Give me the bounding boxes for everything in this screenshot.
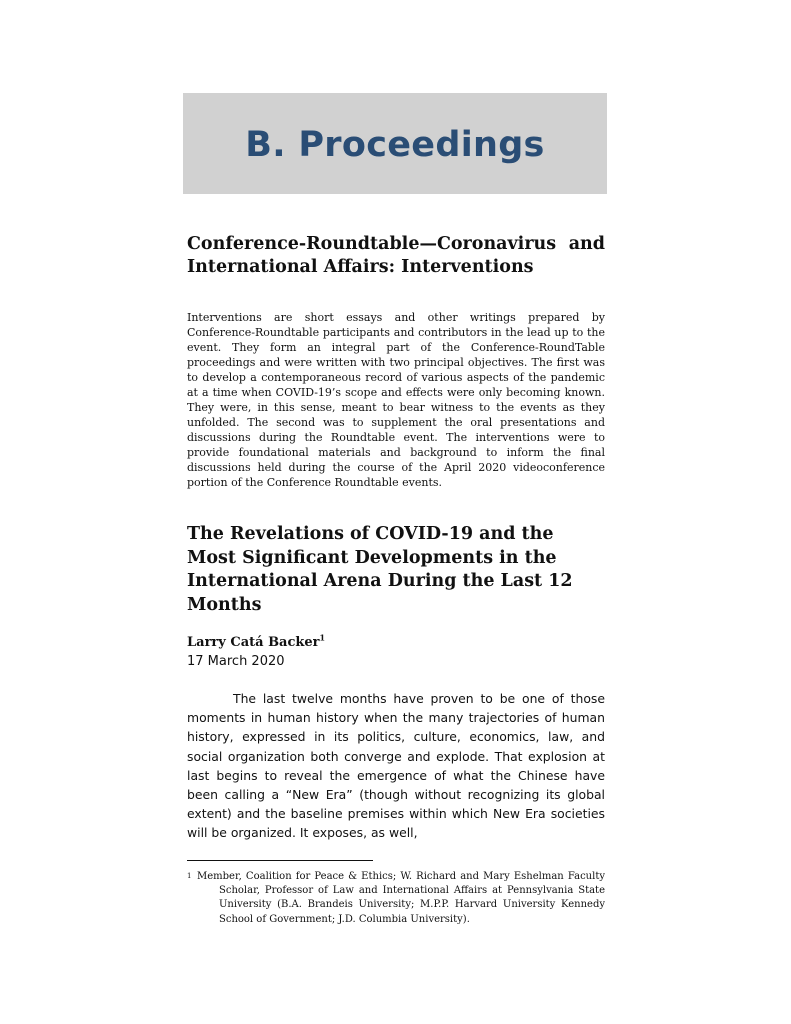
footnote-text: Member, Coalition for Peace & Ethics; W. Richard and Mary Eshelman Faculty Scholar, Professor of Law and International Affairs at Pennsylvania State University (B.A. Brandeis University; M.P.P. Harvard University Kennedy School of Government; J.D. Columbia University). <box>197 871 605 925</box>
footnote <box>187 870 605 927</box>
footnote-divider <box>187 860 373 861</box>
footnote-mark: 1 <box>187 872 192 880</box>
section-banner <box>183 93 607 194</box>
body-paragraph: The last twelve months have proven to be one of those moments in human history when the many trajectories of human history, expressed in its politics, culture, economics, law, and social organization both converge and explode. That explosion at last begins to reveal the emergence of what the Chinese have been calling a “New Era” (though without recognizing its global extent) and the baseline premises within which New Era societies will be organized. It exposes, as well, <box>187 691 605 841</box>
article-title: The Revelations of COVID-19 and the Most Significant Developments in the International Arena During the Last 12 Months <box>187 524 573 615</box>
author-name: Larry Catá Backer <box>187 635 320 650</box>
section-heading: Conference-Roundtable—Coronavirus and International Affairs: Interventions <box>187 234 605 277</box>
footnote-reference[interactable]: 1 <box>319 632 326 643</box>
intro-paragraph: Interventions are short essays and other writings prepared by Conference-Roundtable participants and contributors in the lead up to the event. They form an integral part of the Conference-RoundTable proceedings and were written with two principal objectives. The first was to develop a contemporaneous record of various aspects of the pandemic at a time when COVID-19’s scope and effects were only becoming known. They were, in this sense, meant to bear witness to the events as they unfolded. The second was to supplement the oral presentations and discussions during the Roundtable event. The interventions were to provide foundational materials and background to inform the final discussions held during the course of the April 2020 videoconference portion of the Conference Roundtable events. <box>187 311 605 489</box>
article-date: 17 March 2020 <box>187 654 285 669</box>
banner-title: B. Proceedings <box>245 124 545 165</box>
author-line <box>187 634 605 652</box>
